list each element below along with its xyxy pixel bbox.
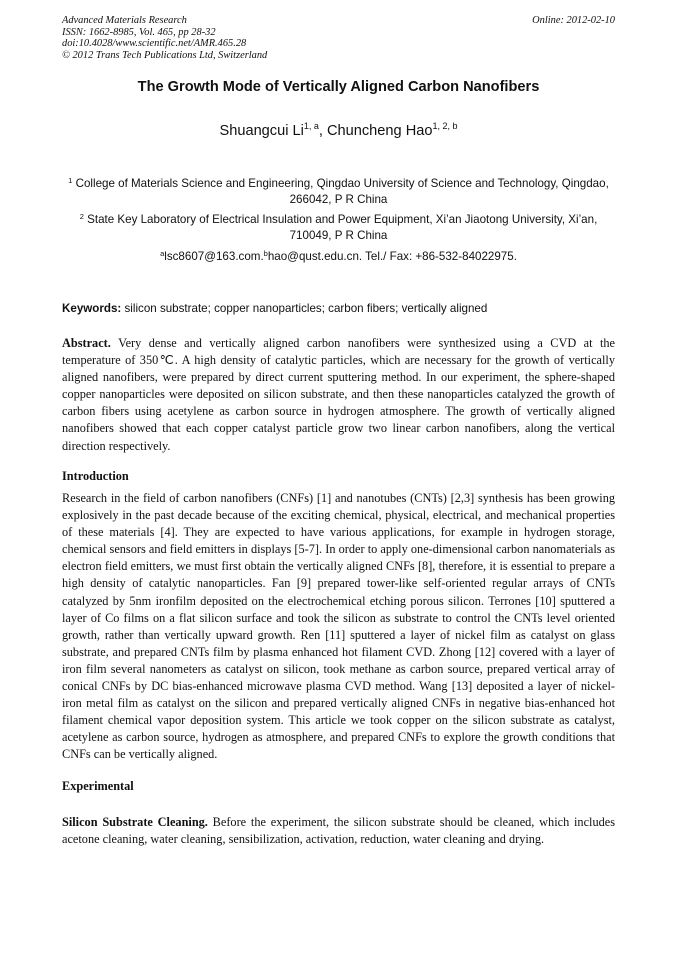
email-link[interactable]: lsc8607@163.com. [164, 250, 264, 263]
copyright-line: © 2012 Trans Tech Publications Ltd, Switzerland [62, 49, 268, 61]
affiliation-2 [62, 209, 615, 244]
author-list [62, 121, 615, 139]
author-name: Shuangcui Li [219, 123, 304, 139]
issn-line: ISSN: 1662-8985, Vol. 465, pp 28-32 [62, 26, 216, 38]
author-affiliation-marker: 1, a [303, 121, 319, 131]
contact-line [62, 246, 615, 265]
substrate-cleaning-paragraph [62, 814, 615, 848]
abstract-text: Very dense and vertically aligned carbon nanofibers were synthesized using a CVD at the temperature of 350℃. A high density of catalytic particles, which are necessary for the growth of vertically aligned nanofibers, were prepared by direct current sputtering method. In our experiment, the sphere-shaped copper nanoparticles were deposited on silicon substrate, and then these nanoparticles catalyzed the growth of carbon fibers using acetylene as carbon source in hydrogen atmosphere. The growth of vertically aligned nanofibers showed that each copper catalyst particle grow two linear carbon nanofibers, along the vertical direction respectively. [62, 336, 615, 453]
affiliation-1 [62, 173, 615, 208]
author-name: Chuncheng Hao [327, 123, 433, 139]
affiliation-text: State Key Laboratory of Electrical Insulation and Power Equipment, Xi’an Jiaotong University, Xi’an, 710049, P R China [87, 213, 598, 242]
keywords-label: Keywords: [62, 302, 122, 315]
paper-title: The Growth Mode of Vertically Aligned Carbon Nanofibers [137, 79, 540, 95]
abstract-label: Abstract. [62, 336, 111, 350]
section-heading-experimental: Experimental [62, 779, 134, 793]
online-date: Online: 2012-02-10 [532, 15, 615, 26]
subsection-label: Silicon Substrate Cleaning. [62, 815, 208, 829]
affiliation-text: College of Materials Science and Engineering, Qingdao University of Science and Technology, Qingdao, 266042, P R China [75, 177, 609, 206]
email-marker: a [160, 249, 165, 258]
doi-line[interactable]: doi:10.4028/www.scientific.net/AMR.465.28 [62, 38, 247, 50]
email-marker: b [263, 249, 268, 258]
email-link[interactable]: hao@qust.edu.cn. Tel./ Fax: +86-532-84022975. [267, 250, 517, 263]
introduction-paragraph: Research in the field of carbon nanofibers (CNFs) [1] and nanotubes (CNTs) [2,3] synthesis has been growing explosively in the past decade because of the exciting chemical, physical, electrical, and mechanical properties of these materials [4]. They are expected to have various applications, for example in hydrogen storage, chemical sensors and field emitters in displays [5-7]. In order to apply one-dimensional carbon nanomaterials as electron field emitters, we must first obtain the vertically aligned CNFs [8], therefore, it is essential to prepare a high density of catalytic nanoparticles. Fan [9] prepared tower-like self-oriented regular arrays of CNTs catalyzed by 5nm ironfilm deposited on the electrochemical etching porous silicon. Terrones [10] sputtered a layer of Co films on a flat silicon surface and took the silicon as substrate to control the CNTs level oriented growth, rather than vertically upward growth. Ren [11] sputtered a layer of nickel film as catalyst on glass substrate, and prepared CNTs film by plasma enhanced hot filament CVD. Zhong [12] covered with a layer of iron film several nanometers as catalyst on silicon, took methane as carbon source, prepared vertical array of conical CNFs by DC bias-enhanced microwave plasma CVD method. Wang [13] deposited a layer of nickel-iron metal film as catalyst on the silicon and prepared vertically aligned CNFs in negative bias-enhanced hot filament chemical vapor deposition system. This article we took copper on the silicon substrate as catalyst, acetylene as carbon source, hydrogen as atmosphere, and prepared CNFs to explore the growth conditions that CNFs can be vertically aligned. [62, 491, 615, 762]
keywords [62, 301, 615, 317]
cleaning-text: Before the experiment, the silicon substrate should be cleaned, which includes acetone cleaning, water cleaning, sensibilization, activation, reduction, water cleaning and drying. [62, 815, 615, 847]
journal-header [62, 15, 267, 61]
affiliation-marker: 1 [68, 176, 73, 185]
author-affiliation-marker: 1, 2, b [432, 121, 458, 131]
affiliation-marker: 2 [79, 212, 84, 221]
journal-name: Advanced Materials Research [62, 15, 187, 26]
section-heading-introduction: Introduction [62, 469, 129, 483]
abstract [62, 335, 615, 455]
author-separator: , [318, 123, 327, 139]
keywords-text: silicon substrate; copper nanoparticles; carbon fibers; vertically aligned [121, 302, 488, 315]
